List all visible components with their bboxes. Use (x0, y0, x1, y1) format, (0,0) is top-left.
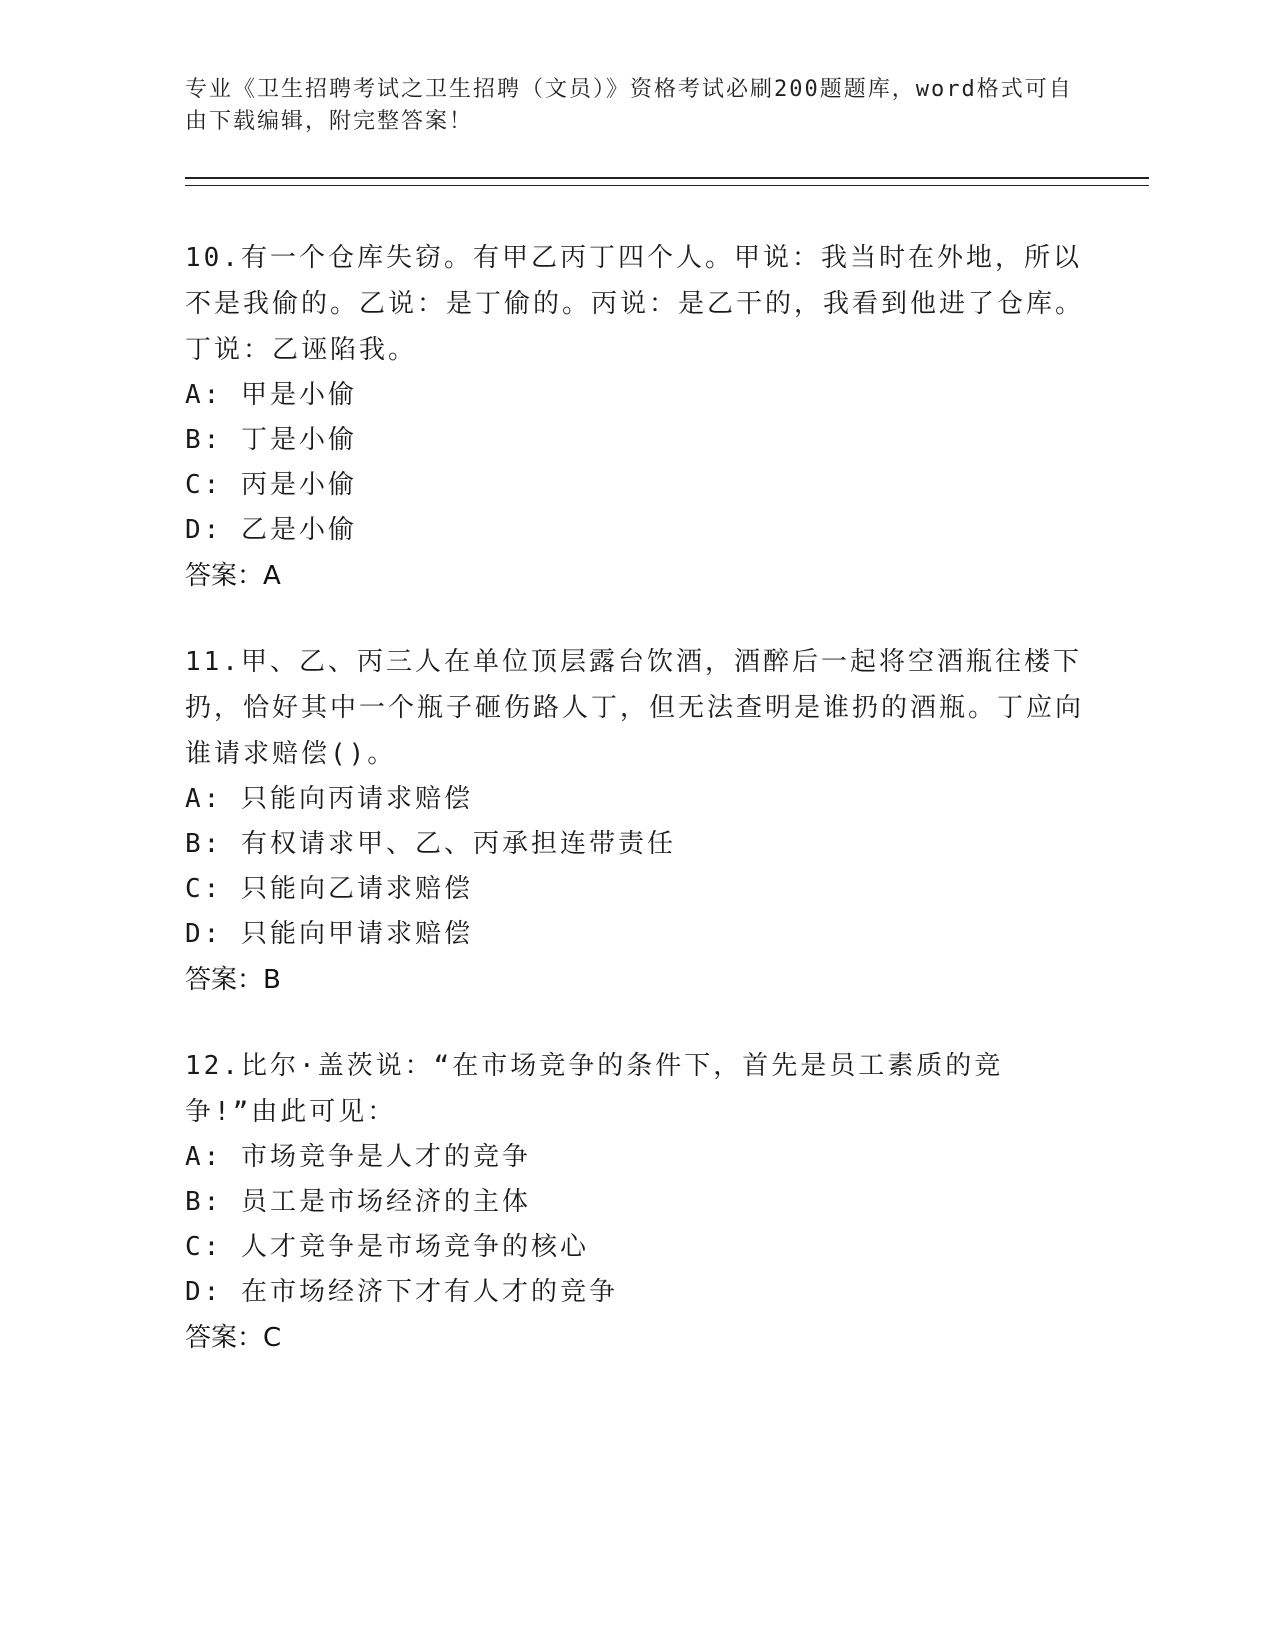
option-d: D: 乙是小偷 (185, 515, 357, 545)
answer-line: 答案：A (185, 561, 281, 591)
question-11 (185, 639, 1085, 1003)
option-b: B: 员工是市场经济的主体 (185, 1187, 531, 1217)
question-stem: 12.比尔·盖茨说：“在市场竞争的条件下，首先是员工素质的竞争!”由此可见： (185, 1051, 1004, 1127)
header-divider (185, 177, 1149, 186)
option-d: D: 在市场经济下才有人才的竞争 (185, 1277, 618, 1307)
question-stem: 11.甲、乙、丙三人在单位顶层露台饮酒，酒醉后一起将空酒瓶往楼下扔，恰好其中一个瓶子砸伤路人丁，但无法查明是谁扔的酒瓶。丁应向谁请求赔偿()。 (185, 647, 1085, 769)
option-b: B: 有权请求甲、乙、丙承担连带责任 (185, 829, 676, 859)
question-10 (185, 235, 1085, 599)
option-c: C: 丙是小偷 (185, 470, 357, 500)
option-c: C: 只能向乙请求赔偿 (185, 874, 473, 904)
document-header: 专业《卫生招聘考试之卫生招聘（文员）》资格考试必刷200题题库，word格式可自由下载编辑，附完整答案！ (185, 77, 1073, 134)
answer-line: 答案：B (185, 965, 281, 995)
answer-line: 答案：C (185, 1323, 282, 1353)
question-stem: 10.有一个仓库失窃。有甲乙丙丁四个人。甲说：我当时在外地，所以不是我偷的。乙说：是丁偷的。丙说：是乙干的，我看到他进了仓库。丁说：乙诬陷我。 (185, 243, 1085, 365)
option-a: A: 只能向丙请求赔偿 (185, 784, 473, 814)
option-c: C: 人才竞争是市场竞争的核心 (185, 1232, 589, 1262)
option-b: B: 丁是小偷 (185, 425, 357, 455)
question-list (185, 235, 1085, 1401)
option-a: A: 市场竞争是人才的竞争 (185, 1142, 531, 1172)
option-a: A: 甲是小偷 (185, 380, 357, 410)
option-d: D: 只能向甲请求赔偿 (185, 919, 473, 949)
question-12 (185, 1043, 1085, 1361)
